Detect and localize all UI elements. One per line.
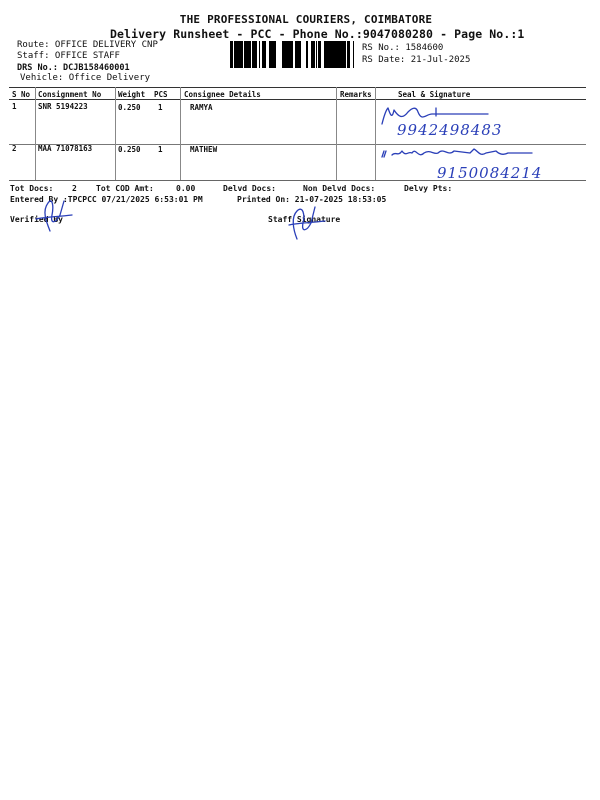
barcode-bar <box>234 41 236 68</box>
barcode-bar <box>297 41 300 68</box>
staff-signature-label: Staff Signature <box>268 215 341 224</box>
barcode-bar <box>318 41 319 68</box>
barcode-bar <box>239 41 240 68</box>
barcode-bar <box>282 41 284 68</box>
barcode-bar <box>311 41 312 68</box>
col-header-pcs: PCS <box>154 90 168 99</box>
barcode-bar <box>306 41 307 68</box>
row2-weight: 0.250 <box>118 145 141 154</box>
barcode-bar <box>336 41 337 68</box>
verified-by-label: Verified By <box>10 215 63 224</box>
barcode-bar <box>295 41 297 68</box>
barcode-bar <box>313 41 314 68</box>
col-header-seal: Seal & Signature <box>398 90 471 99</box>
barcode-bar <box>270 41 271 68</box>
row2-sno: 2 <box>12 144 17 153</box>
barcode-bar <box>333 41 336 68</box>
barcode-bar <box>327 41 328 68</box>
column-divider <box>336 87 337 180</box>
row2-consignment: MAA 71078163 <box>38 144 93 153</box>
barcode-bar <box>289 41 291 68</box>
col-header-consignment: Consignment No <box>38 90 102 99</box>
row1-sno: 1 <box>12 102 17 111</box>
barcode-bar <box>347 41 350 68</box>
vehicle-label: Vehicle: Office Delivery <box>20 73 151 83</box>
column-divider <box>115 87 116 180</box>
staff-label: Staff: OFFICE STAFF <box>17 51 120 61</box>
barcode-bar <box>262 41 264 68</box>
barcode-bar <box>319 41 320 68</box>
barcode-bar <box>330 41 331 68</box>
delivery-points-label: Delvy Pts: <box>404 184 453 193</box>
barcode-bar <box>248 41 251 68</box>
total-cod-label: Tot COD Amt: <box>96 184 154 193</box>
company-title: THE PROFESSIONAL COURIERS, COIMBATORE <box>179 13 433 26</box>
barcode-bar <box>340 41 343 68</box>
barcode <box>230 41 356 68</box>
barcode-bar <box>331 41 332 68</box>
column-divider <box>180 87 181 180</box>
row2-consignee: MATHEW <box>190 145 218 154</box>
barcode-bar <box>230 41 231 68</box>
barcode-bar <box>273 41 274 68</box>
column-divider <box>375 87 376 180</box>
delivered-docs-label: Delvd Docs: <box>223 184 276 193</box>
total-docs-value: 2 <box>72 184 77 193</box>
rs-date: RS Date: 21-Jul-2025 <box>362 55 471 65</box>
col-header-consignee: Consignee Details <box>184 90 261 99</box>
barcode-bar <box>271 41 273 68</box>
total-cod-value: 0.00 <box>176 184 196 193</box>
barcode-bar <box>240 41 242 68</box>
entered-by: Entered By :TPCPCC 07/21/2025 6:53:01 PM <box>10 195 203 204</box>
handwritten-phone-1: 9942498483 <box>397 121 503 139</box>
non-delivered-docs-label: Non Delvd Docs: <box>303 184 376 193</box>
verifier-signature <box>30 195 75 235</box>
row1-consignee: RAMYA <box>190 103 213 112</box>
route-label: Route: OFFICE DELIVERY CNP <box>17 40 158 50</box>
barcode-bar <box>255 41 257 68</box>
barcode-bar <box>269 41 270 68</box>
barcode-bar <box>312 41 313 68</box>
drs-number: DRS No.: DCJB158460001 <box>17 63 130 73</box>
barcode-bar <box>236 41 239 68</box>
barcode-bar <box>332 41 333 68</box>
barcode-bar <box>242 41 243 68</box>
col-header-weight: Weight <box>118 90 146 99</box>
table-header-rule <box>9 99 586 100</box>
barcode-bar <box>320 41 321 68</box>
row1-weight: 0.250 <box>118 103 141 112</box>
row1-consignment: SNR 5194223 <box>38 102 88 111</box>
barcode-bar <box>252 41 253 68</box>
barcode-bar <box>284 41 285 68</box>
barcode-bar <box>231 41 232 68</box>
staff-signature <box>285 203 330 243</box>
barcode-bar <box>300 41 301 68</box>
barcode-bar <box>324 41 327 68</box>
barcode-bar <box>246 41 248 68</box>
printed-on: Printed On: 21-07-2025 18:53:05 <box>237 195 387 204</box>
barcode-bar <box>285 41 286 68</box>
barcode-bar <box>337 41 340 68</box>
barcode-bar <box>353 41 354 68</box>
barcode-bar <box>286 41 289 68</box>
barcode-bar <box>259 41 260 68</box>
barcode-bar <box>253 41 255 68</box>
barcode-bar <box>307 41 308 68</box>
row2-pcs: 1 <box>158 145 163 154</box>
barcode-bar <box>316 41 317 68</box>
barcode-bar <box>314 41 315 68</box>
handwritten-phone-2: 9150084214 <box>437 164 543 182</box>
barcode-bar <box>328 41 330 68</box>
col-header-sno: S No <box>12 90 31 99</box>
total-docs-label: Tot Docs: <box>10 184 54 193</box>
column-divider <box>35 87 36 180</box>
barcode-bar <box>264 41 265 68</box>
runsheet-subtitle: Delivery Runsheet - PCC - Phone No.:9047080280 - Page No.:1 <box>110 27 525 41</box>
barcode-bar <box>232 41 233 68</box>
col-header-remarks: Remarks <box>340 90 372 99</box>
rs-number: RS No.: 1584600 <box>362 43 444 53</box>
barcode-bar <box>274 41 276 68</box>
barcode-bar <box>343 41 346 68</box>
row1-pcs: 1 <box>158 103 163 112</box>
barcode-bar <box>265 41 266 68</box>
barcode-bar <box>244 41 246 68</box>
table-top-rule <box>9 87 586 88</box>
barcode-bar <box>291 41 293 68</box>
